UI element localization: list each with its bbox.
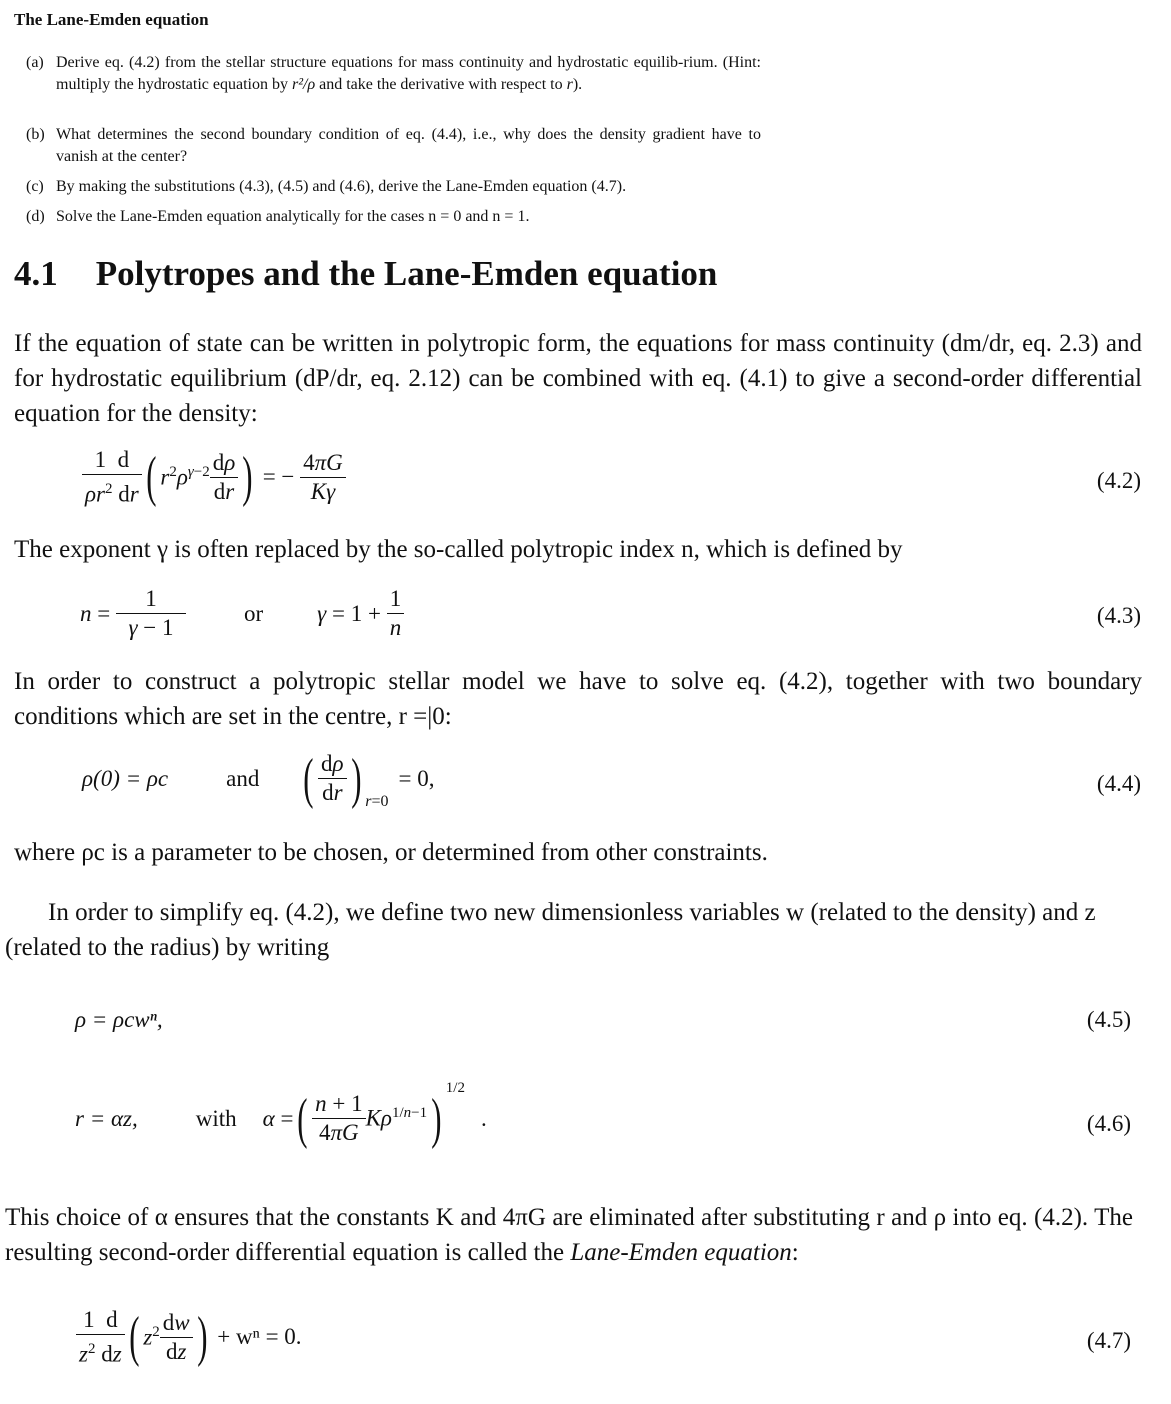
equation-4-6: r = αz, with α = ( $\frac{n + 1}{4\pi G}$ $K\rho^{1/n-1}$ ) 1/2 . [75, 1080, 487, 1150]
equation-4-4: ρ(0) = ρc and ( $\frac{d\rho}{dr}$ ) r=0 = 0, [82, 747, 435, 810]
equation-number: (4.5) [1086, 1007, 1131, 1032]
section-title: Polytropes and the Lane-Emden equation [95, 254, 718, 293]
or-word: or [243, 600, 264, 626]
exercise-title: The Lane-Emden equation [14, 10, 209, 29]
item-text-2: and take the derivative with respect to [315, 76, 567, 93]
exercise-item-a [26, 52, 761, 96]
paragraph-6-text: This choice of α ensures that the constants K and 4πG are eliminated after substituting r and ρ into eq. (4.2). The resulting second-order differential equation is called the [5, 1204, 1133, 1266]
paragraph-2: The exponent γ is often replaced by the so-called polytropic index n, which is defined by [14, 536, 903, 563]
item-label: (c) [26, 178, 44, 195]
equation-rhs: + wⁿ = 0. [217, 1324, 302, 1350]
equation-lhs: ρ(0) = ρc [82, 765, 169, 791]
item-text: What determines the second boundary condition of eq. (4.4), i.e., why does the density gradient have to vanish at the center? [56, 126, 761, 165]
paragraph-6-end: : [791, 1239, 799, 1266]
item-text: Solve the Lane-Emden equation analytically for the cases n = 0 and n = 1. [56, 208, 530, 225]
paragraph-6 [5, 1200, 1133, 1270]
item-math: r²/ρ [291, 76, 316, 93]
paragraph-3: In order to construct a polytropic stellar model we have to solve eq. (4.2), together with two boundary conditions which are set in the centre, r =|0: [14, 668, 1142, 730]
item-label: (a) [26, 54, 44, 71]
paragraph-4: where ρc is a parameter to be chosen, or determined from other constraints. [14, 839, 768, 866]
equation-4-7: $\frac{1 d}{z^2 dz}$ ( $z^2$ $\frac{dw}{dz}$ ) + wⁿ = 0. [76, 1306, 302, 1369]
exercise-item-c [26, 176, 761, 198]
equation-number: (4.6) [1086, 1111, 1131, 1136]
item-text: By making the substitutions (4.3), (4.5) and (4.6), derive the Lane-Emden equation (4.7). [56, 178, 627, 195]
equation-lhs: r = αz, [75, 1105, 138, 1131]
equation-number: (4.3) [1096, 603, 1141, 628]
paragraph-6-emphasis: Lane-Emden equation [570, 1239, 792, 1266]
section-number: 4.1 [14, 254, 58, 293]
section-heading [14, 254, 717, 294]
equation-4-3: n = $\frac{1}{\gamma - 1}$ or γ = 1 + $\frac{1}{n}$ [80, 585, 404, 642]
equation-4-2: $\frac{1 d}{\rho r^2 dr}$ ( $r^2\rho^{\gamma-2}$ $\frac{d\rho}{dr}$ ) = − $\frac{4\pi G}{K\gamma}$ [82, 446, 346, 509]
paragraph-1: If the equation of state can be written in polytropic form, the equations for mass continuity (dm/dr, eq. 2.3) and for hydrostatic equilibrium (dP/dr, eq. 2.12) can be combined with eq. (4.1) to give a second-order differential equation for the density: [14, 330, 1142, 427]
equation-number: (4.7) [1086, 1328, 1131, 1353]
paragraph-5: In order to simplify eq. (4.2), we define two new dimensionless variables w (related to the density) and z (related to the radius) by writing [5, 899, 1096, 961]
and-word: and [226, 765, 260, 791]
with-word: with [195, 1105, 237, 1131]
equation-number: (4.2) [1096, 468, 1141, 493]
fraction: $\frac{1 d}{\rho r^2 dr}$ [82, 446, 142, 509]
item-label: (b) [26, 126, 45, 143]
equation-rhs: = 0, [398, 765, 435, 791]
item-text: Derive eq. (4.2) from the stellar structure equations for mass continuity and hydrostatic equilib-rium. (Hint: multiply the hydrostatic equation by [56, 54, 761, 93]
exercise-item-b [26, 124, 761, 168]
item-var: r [566, 76, 573, 93]
exercise-item-d [26, 206, 761, 228]
item-end: ). [572, 76, 583, 93]
item-label: (d) [26, 208, 45, 225]
equation-number: (4.4) [1096, 771, 1141, 796]
equation-4-5: ρ = ρcwⁿ, [75, 1007, 163, 1032]
